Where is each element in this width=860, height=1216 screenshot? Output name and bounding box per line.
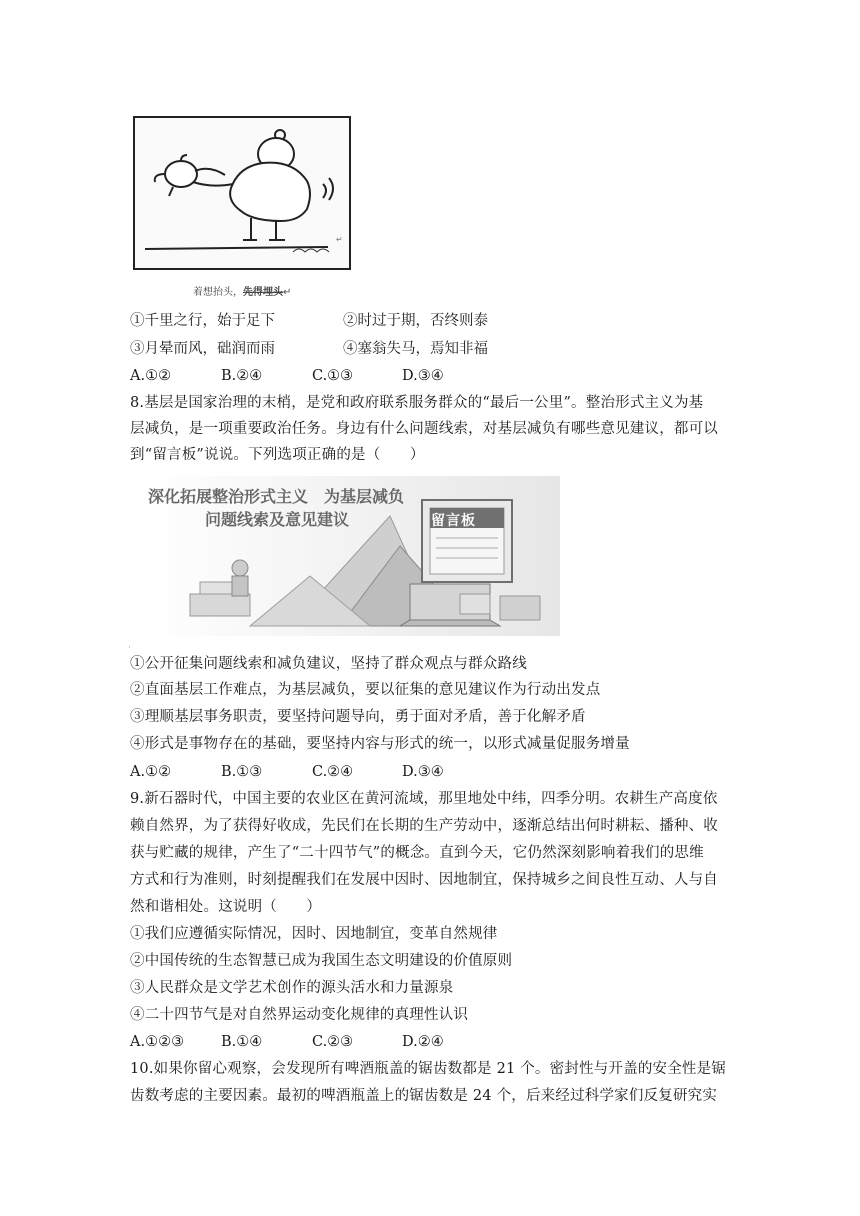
q9-stem-line-5: 然和谐相处。这说明（ ） xyxy=(130,899,322,915)
q8-choice-c: C.②④ xyxy=(312,764,354,780)
paragraph-mark: · xyxy=(128,643,131,653)
q7-option-2: ②时过于期，否终则泰 xyxy=(343,313,488,329)
q10-stem-line-1: 10.如果你留心观察，会发现所有啤酒瓶盖的锯齿数都是 21 个。密封性与开盖的安全性是锯 xyxy=(130,1061,727,1077)
q7-option-4: ④塞翁失马，焉知非福 xyxy=(343,341,488,357)
caption-bold-text: 先得埋头 xyxy=(243,287,283,298)
q7-choice-c: C.①③ xyxy=(312,368,354,384)
caption-text: 着想抬头， xyxy=(193,287,243,298)
q7-choice-b: B.②④ xyxy=(221,368,263,384)
q10-stem-line-2: 齿数考虑的主要因素。最初的啤酒瓶盖上的锯齿数是 24 个，后来经过科学家们反复研究实 xyxy=(130,1088,718,1104)
q9-choice-a: A.①②③ xyxy=(130,1034,185,1050)
q8-option-4: ④形式是事物存在的基础，要坚持内容与形式的统一，以形式减量促服务增量 xyxy=(130,736,630,752)
banner-title-line-2: 问题线索及意见建议 xyxy=(205,510,350,529)
q8-option-1: ①公开征集问题线索和减负建议，坚持了群众观点与群众路线 xyxy=(130,656,527,672)
q8-choice-a: A.①② xyxy=(130,764,172,780)
q9-option-1: ①我们应遵循实际情况，因时、因地制宜，变革自然规律 xyxy=(130,926,498,942)
q9-choice-c: C.②③ xyxy=(312,1034,354,1050)
q7-option-1: ①千里之行，始于足下 xyxy=(130,313,275,329)
caption-mark: ↵ xyxy=(283,287,292,298)
q7-option-3: ③月晕而风，础润而雨 xyxy=(130,341,275,357)
cartoon-illustration xyxy=(133,116,351,270)
q7-choice-a: A.①② xyxy=(130,368,172,384)
q8-option-2: ②直面基层工作难点，为基层减负，要以征集的意见建议作为行动出发点 xyxy=(130,682,601,698)
q8-choice-d: D.③④ xyxy=(402,764,444,780)
banner-title-line-1: 深化拓展整治形式主义 为基层减负 xyxy=(148,487,405,506)
q8-stem-line-2: 层减负，是一项重要政治任务。身边有什么问题线索，对基层减负有哪些意见建议，都可以 xyxy=(130,421,718,437)
q8-stem-line-3: 到“留言板”说说。下列选项正确的是（ ） xyxy=(130,447,425,463)
q8-choice-b: B.①③ xyxy=(221,764,263,780)
q7-choice-d: D.③④ xyxy=(402,368,444,384)
svg-text:↵: ↵ xyxy=(336,235,343,244)
q9-choice-b: B.①④ xyxy=(221,1034,263,1050)
q8-option-3: ③理顺基层事务职责，要坚持问题导向，勇于面对矛盾，善于化解矛盾 xyxy=(130,709,586,725)
q8-stem-line-1: 8.基层是国家治理的末梢，是党和政府联系服务群众的“最后一公里”。整治形式主义为基 xyxy=(130,395,704,411)
q9-stem-line-2: 赖自然界，为了获得好收成，先民们在长期的生产劳动中，逐渐总结出何时耕耘、播种、收 xyxy=(130,818,718,834)
q9-option-2: ②中国传统的生态智慧已成为我国生态文明建设的价值原则 xyxy=(130,953,513,969)
q9-stem-line-3: 获与贮藏的规律，产生了“二十四节气”的概念。直到今天，它仍然深刻影响着我们的思维 xyxy=(130,845,704,861)
banner-board-label: 留言板 xyxy=(431,513,476,529)
q9-option-4: ④二十四节气是对自然界运动变化规律的真理性认识 xyxy=(130,1007,469,1023)
q9-option-3: ③人民群众是文学艺术创作的源头活水和力量源泉 xyxy=(130,980,454,996)
q9-stem-line-4: 方式和行为准则，时刻提醒我们在发展中因时、因地制宜，保持城乡之间良性互动、人与自 xyxy=(130,872,718,888)
cartoon-caption xyxy=(193,283,291,298)
q9-stem-line-1: 9.新石器时代，中国主要的农业区在黄河流域，那里地处中纬，四季分明。农耕生产高度依 xyxy=(130,791,718,807)
q9-choice-d: D.②④ xyxy=(402,1034,444,1050)
